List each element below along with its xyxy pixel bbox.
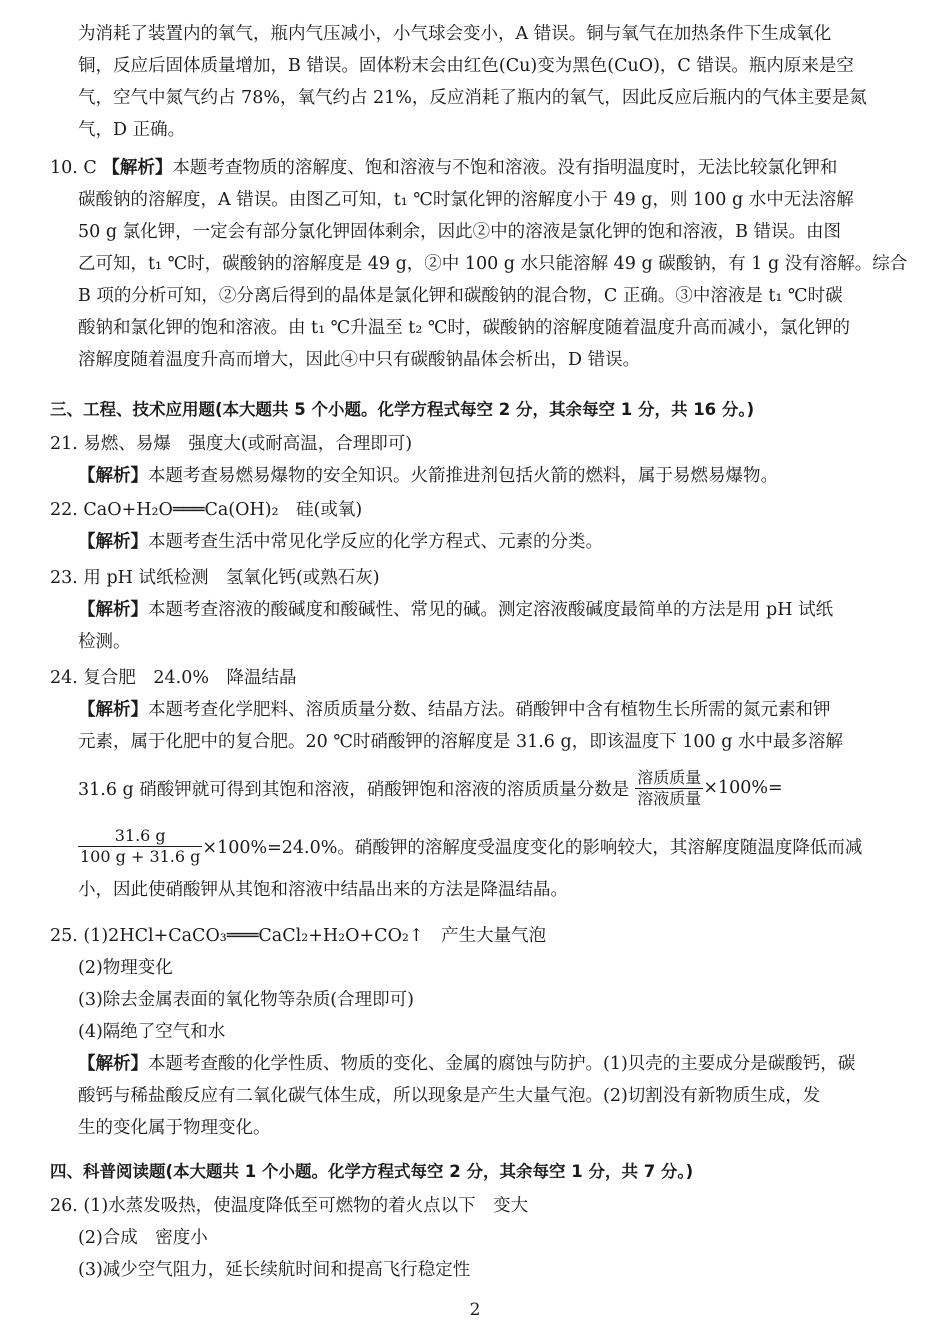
answer-line: (3)除去金属表面的氧化物等杂质(合理即可) xyxy=(78,990,414,1010)
section-title: 四、科普阅读题(本大题共 1 个小题。化学方程式每空 2 分，其余每空 1 分，共 7 分。) xyxy=(50,1162,694,1181)
text-line: 本题考查化学肥料、溶质质量分数、结晶方法。硝酸钾中含有植物生长所需的氮元素和钾 xyxy=(148,700,831,720)
question-number: 10. C xyxy=(50,158,97,178)
formula-line-1 xyxy=(50,758,930,818)
text-line: 气，空气中氮气约占 78%，氧气约占 21%，反应消耗了瓶内的氧气，因此反应后瓶内的气体主要是氮 xyxy=(78,88,867,108)
fraction-denominator: 100 g + 31.6 g xyxy=(80,846,201,866)
analysis-line xyxy=(50,526,930,558)
section-3-heading xyxy=(50,394,930,426)
text-line: 溶解度随着温度升高而增大，因此④中只有碳酸钠晶体会析出，D 错误。 xyxy=(78,350,641,370)
text-line: 碳酸钠的溶解度，A 错误。由图乙可知，t₁ ℃时氯化钾的溶解度小于 49 g，则 100 g 水中无法溶解 xyxy=(78,190,854,210)
answer-line: 23. 用 pH 试纸检测 氢氧化钙(或熟石灰) xyxy=(50,568,380,588)
answer-line: (3)减少空气阻力，延长续航时间和提高飞行稳定性 xyxy=(78,1260,471,1280)
question-10 xyxy=(50,152,930,376)
fraction-numerator: 31.6 g xyxy=(78,826,202,847)
answer-line: 26. (1)水蒸发吸热，使温度降低至可燃物的着火点以下 变大 xyxy=(50,1196,529,1216)
fraction-mass-values xyxy=(78,826,202,867)
text-line: 本题考查酸的化学性质、物质的变化、金属的腐蚀与防护。(1)贝壳的主要成分是碳酸钙，碳 xyxy=(148,1054,856,1074)
analysis-line xyxy=(50,460,930,492)
analysis-tag: 【解析】 xyxy=(78,466,148,486)
text-line: 气，D 正确。 xyxy=(78,120,186,140)
text-line: ×100%=24.0%。硝酸钾的溶解度受温度变化的影响较大，其溶解度随温度降低而减 xyxy=(202,837,863,858)
fraction-denominator: 溶液质量 xyxy=(637,788,702,808)
question-10-first-line xyxy=(50,152,930,184)
text-line: 乙可知，t₁ ℃时，碳酸钠的溶解度是 49 g，②中 100 g 水只能溶解 49 g 碳酸钠，有 1 g 没有溶解。综合 xyxy=(78,254,908,274)
analysis-tag: 【解析】 xyxy=(102,158,173,178)
page-number: 2 xyxy=(469,1300,481,1320)
analysis-tag: 【解析】 xyxy=(78,532,148,552)
fraction-numerator: 溶质质量 xyxy=(637,767,702,787)
section-title: 三、工程、技术应用题(本大题共 5 个小题。化学方程式每空 2 分，其余每空 1 分，共 16 分。) xyxy=(50,400,755,419)
answer-line: 25. (1)2HCl+CaCO₃═══CaCl₂+H₂O+CO₂↑ 产生大量气泡 xyxy=(50,926,547,946)
answer-line: (4)隔绝了空气和水 xyxy=(78,1022,226,1042)
text-line: 本题考查溶液的酸碱度和酸碱性、常见的碱。测定溶液酸碱度最简单的方法是用 pH 试纸 xyxy=(148,600,834,620)
question-25 xyxy=(50,920,930,1144)
analysis-line xyxy=(50,694,930,726)
question-26 xyxy=(50,1190,930,1286)
text-line: 小，因此使硝酸钾从其饱和溶液中结晶出来的方法是降温结晶。 xyxy=(78,880,568,900)
question-24 xyxy=(50,662,930,906)
analysis-tag: 【解析】 xyxy=(78,700,148,720)
text-line: 本题考查生活中常见化学反应的化学方程式、元素的分类。 xyxy=(148,532,603,552)
section-4-heading xyxy=(50,1156,930,1188)
text-line: 50 g 氯化钾，一定会有部分氯化钾固体剩余，因此②中的溶液是氯化钾的饱和溶液，B 错误。由图 xyxy=(78,222,842,242)
text-line: 检测。 xyxy=(78,632,131,652)
fraction-solute-solution xyxy=(635,768,703,809)
intro-paragraph xyxy=(78,18,928,146)
text-line: 31.6 g 硝酸钾就可得到其饱和溶液，硝酸钾饱和溶液的溶质质量分数是 xyxy=(78,779,630,800)
text-line: 酸钠和氯化钾的饱和溶液。由 t₁ ℃升温至 t₂ ℃时，碳酸钠的溶解度随着温度升高而减小，氯化钾的 xyxy=(78,318,850,338)
question-22 xyxy=(50,494,930,558)
answer-line: (2)物理变化 xyxy=(78,958,173,978)
analysis-tag: 【解析】 xyxy=(78,1054,148,1074)
question-21 xyxy=(50,428,930,492)
analysis-tag: 【解析】 xyxy=(78,600,148,620)
answer-line: 21. 易燃、易爆 强度大(或耐高温，合理即可) xyxy=(50,434,413,454)
times-100-label: ×100%= xyxy=(703,778,783,798)
answer-line: 22. CaO+H₂O═══Ca(OH)₂ 硅(或氧) xyxy=(50,500,363,520)
text-line: 生的变化属于物理变化。 xyxy=(78,1118,271,1138)
analysis-line xyxy=(50,594,930,626)
analysis-line xyxy=(50,1048,930,1080)
text-line: B 项的分析可知，②分离后得到的晶体是氯化钾和碳酸钠的混合物，C 正确。③中溶液是 t₁ ℃时碳 xyxy=(78,286,843,306)
question-23 xyxy=(50,562,930,658)
text-line: 为消耗了装置内的氧气，瓶内气压减小，小气球会变小，A 错误。铜与氧气在加热条件下生成氧化 xyxy=(78,24,832,44)
answer-line: (2)合成 密度小 xyxy=(78,1228,208,1248)
formula-line-2 xyxy=(50,818,930,874)
text-line: 本题考查易燃易爆物的安全知识。火箭推进剂包括火箭的燃料，属于易燃易爆物。 xyxy=(148,466,778,486)
text-line: 酸钙与稀盐酸反应有二氧化碳气体生成，所以现象是产生大量气泡。(2)切割没有新物质生成，发 xyxy=(78,1086,821,1106)
text-line: 元素，属于化肥中的复合肥。20 ℃时硝酸钾的溶解度是 31.6 g，即该温度下 100 g 水中最多溶解 xyxy=(78,732,843,752)
answer-line: 24. 复合肥 24.0% 降温结晶 xyxy=(50,668,297,688)
text-line: 本题考查物质的溶解度、饱和溶液与不饱和溶液。没有指明温度时，无法比较氯化钾和 xyxy=(172,158,838,178)
text-line: 铜，反应后固体质量增加，B 错误。固体粉末会由红色(Cu)变为黑色(CuO)，C 错误。瓶内原来是空 xyxy=(78,56,854,76)
